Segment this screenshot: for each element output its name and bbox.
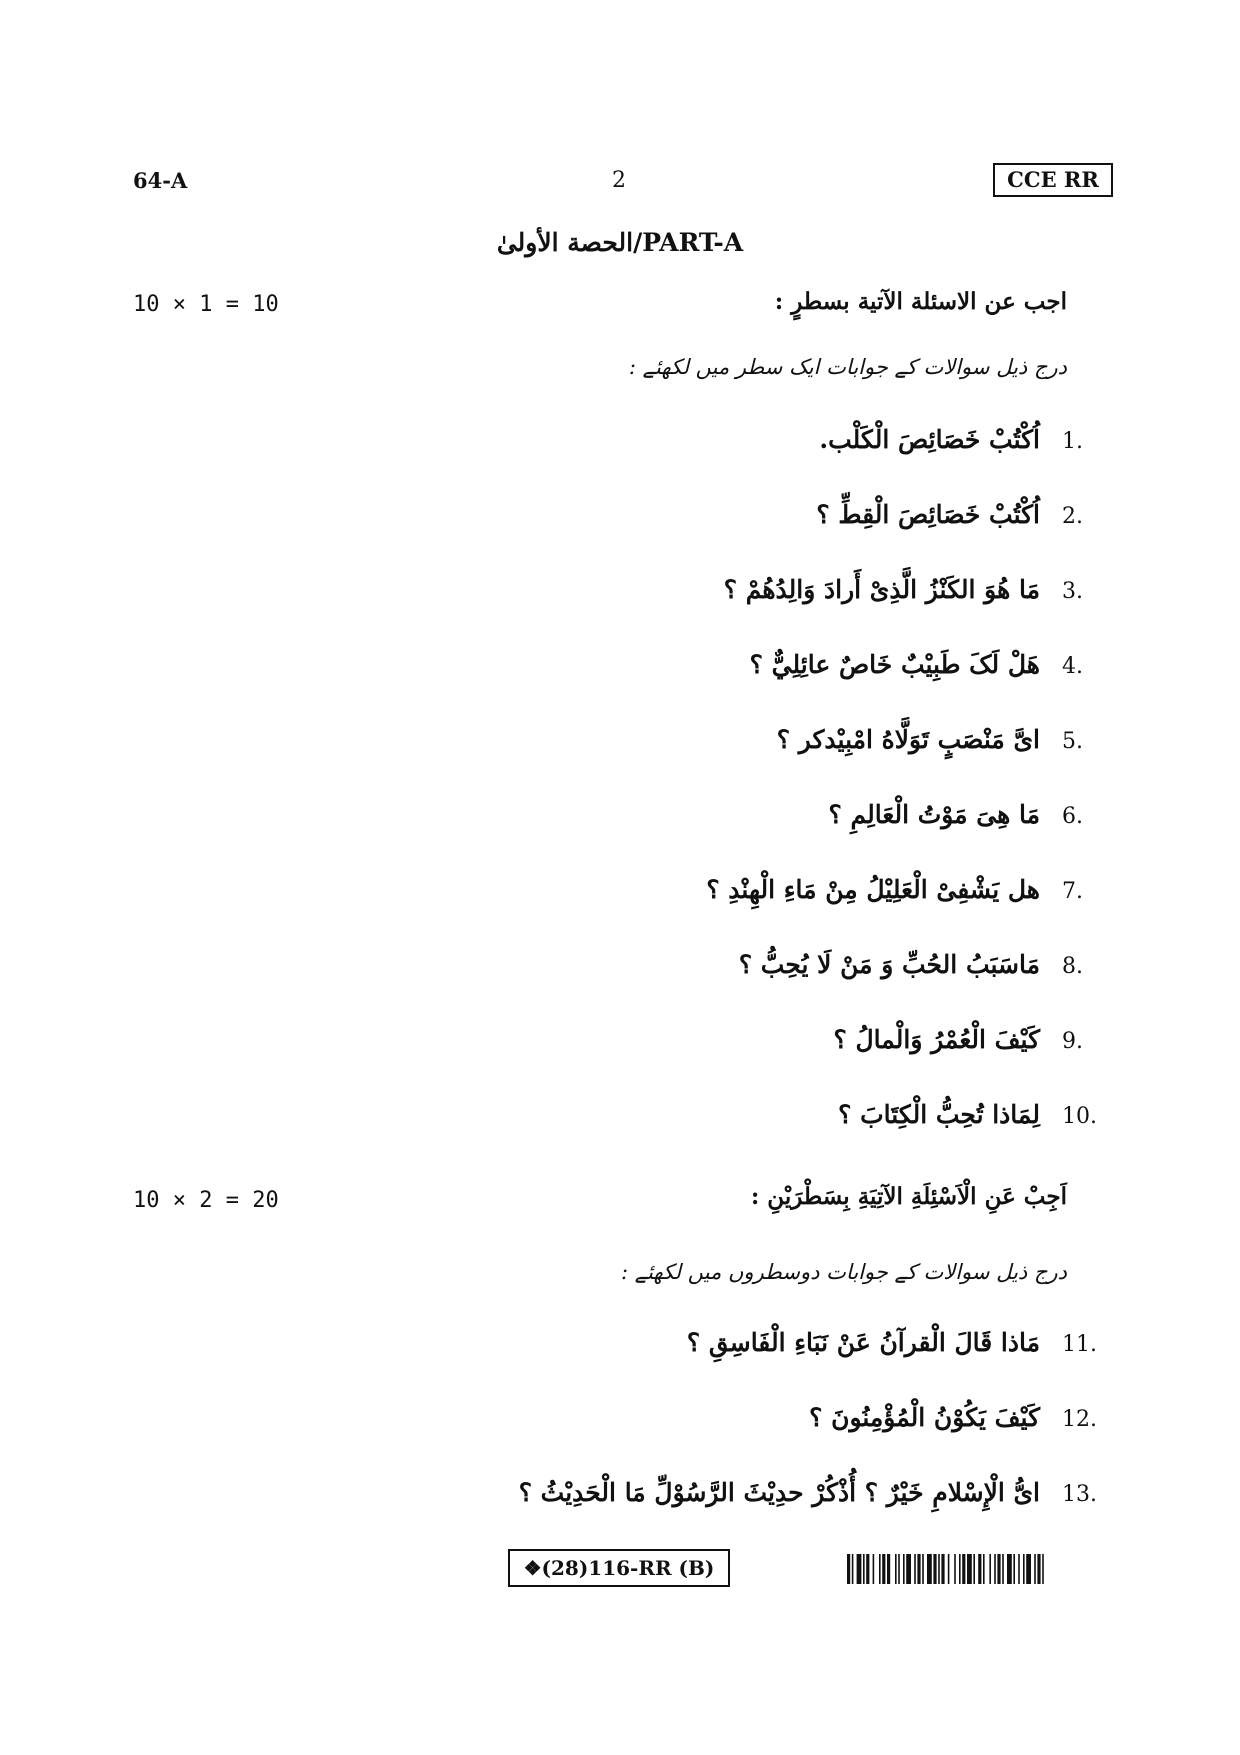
section2-marks: 10 × 2 = 20 <box>133 1188 279 1213</box>
question-number: 8. <box>1062 954 1083 979</box>
question-text: مَاسَبَبُ الحُبِّ وَ مَنْ لَا يُحِبُّ ؟ <box>738 950 1040 979</box>
question-5 <box>777 725 1112 754</box>
question-number: 3. <box>1062 579 1083 604</box>
question-6 <box>829 800 1112 829</box>
question-number: 5. <box>1062 729 1083 754</box>
question-2 <box>816 500 1112 529</box>
question-13 <box>519 1478 1112 1507</box>
section1-instruction-arabic: اجب عن الاسئلة الآتية بسطرٍ : <box>774 288 1067 315</box>
question-number: 10. <box>1062 1104 1097 1129</box>
question-text: كَيْفَ الْعُمْرُ وَالْمالُ ؟ <box>833 1025 1040 1054</box>
question-text: اىَّ مَنْصَبٍ تَوَلَّاهُ امْبِيْدكر ؟ <box>776 725 1040 754</box>
question-9 <box>834 1025 1112 1054</box>
paper-code: 64-A <box>133 168 188 193</box>
page-number: 2 <box>612 168 626 193</box>
question-7 <box>706 875 1112 904</box>
question-number: 2. <box>1062 504 1083 529</box>
question-number: 11. <box>1062 1332 1097 1357</box>
question-number: 13. <box>1062 1482 1097 1507</box>
question-number: 4. <box>1062 654 1083 679</box>
question-1 <box>819 425 1112 454</box>
part-title: الحصة الأولىٰ/PART-A <box>496 228 744 257</box>
question-number: 9. <box>1062 1029 1083 1054</box>
section1-marks: 10 × 1 = 10 <box>133 292 279 317</box>
question-text: اىُّ الْإِسْلامِ خَيْرٌ ؟ أُذْكُرْ حدِيْثَ الرَّسُوْلِّ مَا الْحَدِيْثُ ؟ <box>518 1478 1040 1507</box>
barcode-icon <box>847 1554 1113 1584</box>
question-text: كَيْفَ يَكُوْنُ الْمُؤْمِنُونَ ؟ <box>809 1403 1040 1432</box>
exam-board-box: CCE RR <box>993 163 1113 197</box>
question-10 <box>838 1100 1112 1129</box>
question-number: 12. <box>1062 1407 1097 1432</box>
section1-instruction-urdu: درج ذیل سوالات کے جوابات ایک سطر میں لکھئے : <box>628 355 1067 379</box>
question-text: هَلْ لَکَ طَبِيْبٌ خَاصٌ عائِلِيٌّ ؟ <box>749 650 1040 679</box>
footer-code-box: ❖(28)116-RR (B) <box>508 1549 730 1587</box>
question-3 <box>724 575 1112 604</box>
question-4 <box>750 650 1112 679</box>
question-number: 1. <box>1062 429 1083 454</box>
question-text: مَاذا قَالَ الْقرآنُ عَنْ نَبَاءِ الْفَاسِقِ ؟ <box>686 1328 1040 1357</box>
question-text: مَا هُوَ الكَنْزُ الَّذِىْ أَرادَ وَالِدُهُمْ ؟ <box>723 575 1040 604</box>
question-number: 7. <box>1062 879 1083 904</box>
question-text: هل يَشْفِىْ الْعَلِيْلُ مِنْ مَاءِ الْهِنْدِ ؟ <box>706 875 1040 904</box>
section2-instruction-arabic: اَجِبْ عَنِ الْاَسْئِلَةِ الآتِيَةِ بِسَطْرَيْنِ : <box>750 1183 1067 1210</box>
question-text: اُكْتُبْ خَصَائِصَ الْكَلْب. <box>819 425 1040 454</box>
question-text: اُكْتُبْ خَصَائِصَ الْقِطِّ ؟ <box>816 500 1040 529</box>
question-12 <box>809 1403 1112 1432</box>
question-number: 6. <box>1062 804 1083 829</box>
question-text: مَا هِىَ مَوْتُ الْعَالِمِ ؟ <box>828 800 1040 829</box>
question-text: لِمَاذا تُحِبُّ الْكِتَابَ ؟ <box>838 1100 1040 1129</box>
question-8 <box>739 950 1112 979</box>
section2-instruction-urdu: درج ذیل سوالات کے جوابات دوسطروں میں لکھئے : <box>621 1260 1067 1284</box>
question-11 <box>687 1328 1112 1357</box>
